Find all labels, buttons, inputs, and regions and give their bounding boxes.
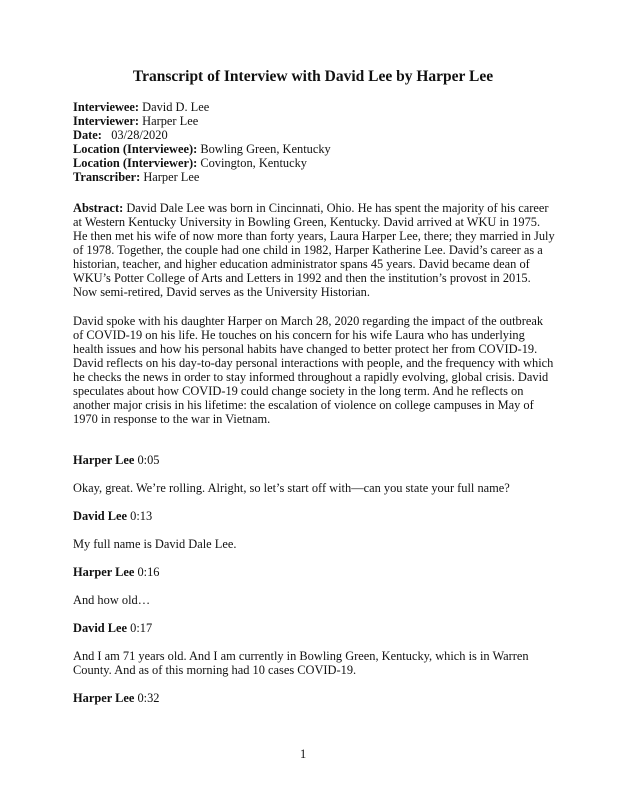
speaker-heading <box>73 509 152 523</box>
timestamp: 0:05 <box>134 453 160 467</box>
summary-line: he checks the news in order to stay informed throughout a rapidly evolving, global crisis. David <box>73 370 549 384</box>
abstract-text: David Dale Lee was born in Cincinnati, Ohio. He has spent the majority of his career <box>123 201 549 215</box>
meta-date <box>73 128 331 142</box>
abstract-line: WKU’s Potter College of Arts and Letters in 1992 and then the institution’s provost in 2015. <box>73 271 531 285</box>
summary-line: of COVID-19 on his life. He touches on his concern for his wife Laura who has underlying <box>73 328 525 342</box>
abstract-line: at Western Kentucky University in Bowling Green, Kentucky. David arrived at WKU in 1975. <box>73 215 541 229</box>
summary-paragraph <box>73 314 554 426</box>
summary-line: 1970 in response to the war in Vietnam. <box>73 412 271 426</box>
speaker-heading <box>73 453 160 467</box>
timestamp: 0:17 <box>127 621 153 635</box>
meta-value: Covington, Kentucky <box>197 156 308 170</box>
timestamp: 0:32 <box>134 691 160 705</box>
page-number: 1 <box>300 747 307 761</box>
summary-line: speculates about how COVID-19 could change society in the long term. And he reflects on <box>73 384 524 398</box>
meta-value: David D. Lee <box>139 100 210 114</box>
meta-value: Harper Lee <box>140 170 200 184</box>
meta-value: Harper Lee <box>139 114 199 128</box>
summary-line: David reflects on his day-to-day personal interactions with people, and the frequency with which <box>73 356 554 370</box>
summary-line: health issues and how his personal habits have changed to better protect her from COVID-19. <box>73 342 538 356</box>
utterance: Okay, great. We’re rolling. Alright, so let’s start off with—can you state your full name? <box>73 481 510 495</box>
speaker-name: Harper Lee <box>73 453 135 467</box>
meta-label: Location (Interviewer): <box>73 156 198 170</box>
summary-line: David spoke with his daughter Harper on March 28, 2020 regarding the impact of the outbreak <box>73 314 544 328</box>
summary-line: another major crisis in his lifetime: the escalation of violence on college campuses in May of <box>73 398 534 412</box>
meta-label: Location (Interviewee): <box>73 142 198 156</box>
abstract-line: He then met his wife of now more than forty years, Laura Harper Lee, there; they married in July <box>73 229 555 243</box>
meta-interviewee <box>73 100 331 114</box>
meta-label: Interviewee: <box>73 100 140 114</box>
abstract-paragraph <box>73 201 555 299</box>
speaker-name: David Lee <box>73 509 128 523</box>
speaker-name: David Lee <box>73 621 128 635</box>
timestamp: 0:13 <box>127 509 153 523</box>
meta-value: 03/28/2020 <box>101 128 168 142</box>
utterance-line: And I am 71 years old. And I am currently in Bowling Green, Kentucky, which is in Warren <box>73 649 529 663</box>
utterance <box>73 649 529 677</box>
utterance: And how old… <box>73 593 151 607</box>
meta-value: Bowling Green, Kentucky <box>197 142 331 156</box>
meta-label: Date: <box>73 128 102 142</box>
metadata-block <box>73 100 331 184</box>
speaker-heading <box>73 691 160 705</box>
speaker-heading <box>73 565 160 579</box>
abstract-line: Now semi-retired, David serves as the University Historian. <box>73 285 370 299</box>
meta-label: Interviewer: <box>73 114 140 128</box>
meta-location-interviewer <box>73 156 331 170</box>
meta-label: Transcriber: <box>73 170 141 184</box>
timestamp: 0:16 <box>134 565 160 579</box>
speaker-name: Harper Lee <box>73 691 135 705</box>
abstract-line <box>73 201 548 215</box>
meta-transcriber <box>73 170 331 184</box>
speaker-name: Harper Lee <box>73 565 135 579</box>
abstract-label: Abstract: <box>73 201 124 215</box>
meta-location-interviewee <box>73 142 331 156</box>
utterance: My full name is David Dale Lee. <box>73 537 237 551</box>
abstract-line: of 1978. Together, the couple had one child in 1982, Harper Katherine Lee. David’s career as a <box>73 243 543 257</box>
abstract-line: historian, teacher, and higher education administrator spans 45 years. David became dean of <box>73 257 530 271</box>
speaker-heading <box>73 621 152 635</box>
meta-interviewer <box>73 114 331 128</box>
document-title: Transcript of Interview with David Lee by Harper Lee <box>132 68 494 85</box>
utterance-line: County. And as of this morning had 10 cases COVID-19. <box>73 663 357 677</box>
